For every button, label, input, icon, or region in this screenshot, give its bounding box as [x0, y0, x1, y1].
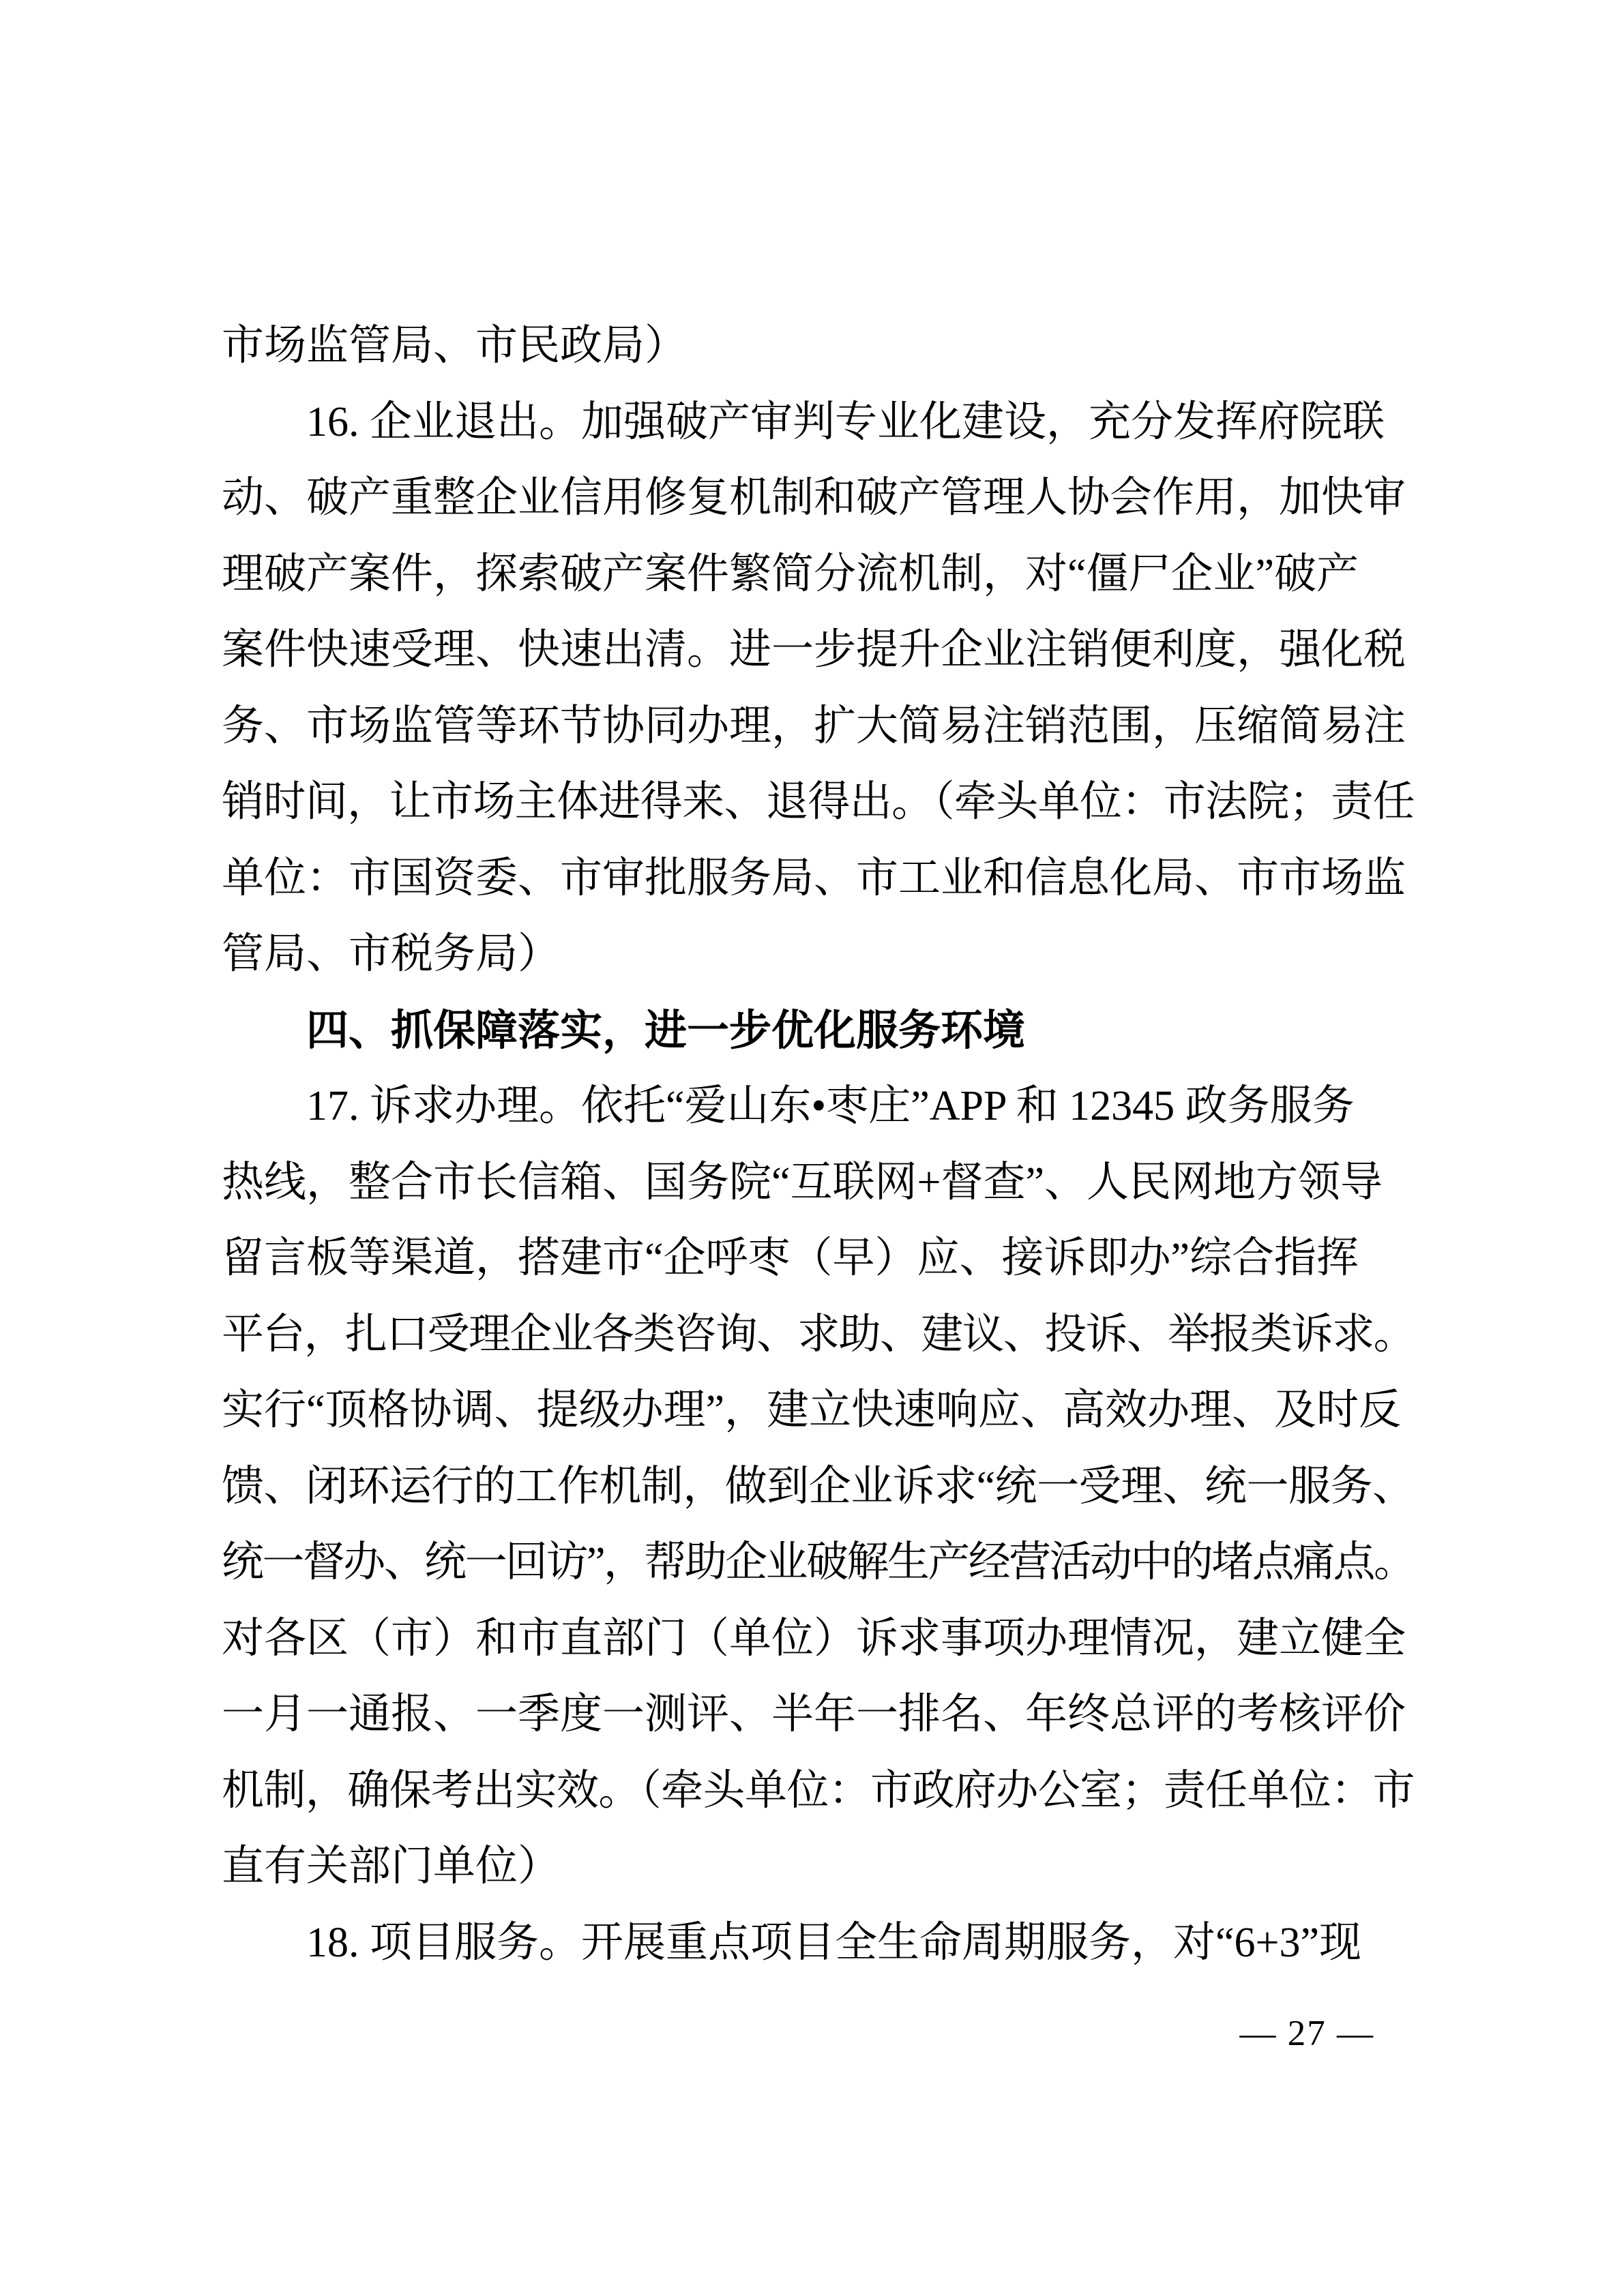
text-line: 留言板等渠道，搭建市“企呼枣（早）应、接诉即办”综合指挥: [222, 1235, 1359, 1281]
document-body: [222, 308, 1415, 1981]
text-line: 理破产案件，探索破产案件繁简分流机制，对“僵尸企业”破产: [222, 550, 1359, 597]
text-line: 单位：市国资委、市审批服务局、市工业和信息化局、市市场监: [222, 854, 1406, 901]
text-line: 案件快速受理、快速出清。进一步提升企业注销便利度，强化税: [222, 627, 1406, 673]
text-line: 馈、闭环运行的工作机制，做到企业诉求“统一受理、统一服务、: [222, 1463, 1415, 1510]
text-line: 平台，扎口受理企业各类咨询、求助、建议、投诉、举报类诉求。: [222, 1311, 1415, 1358]
page-number: — 27 —: [1239, 2014, 1374, 2053]
text-line: 统一督办、统一回访”，帮助企业破解生产经营活动中的堵点痛点。: [222, 1539, 1415, 1585]
text-line: 管局、市税务局）: [222, 931, 561, 977]
text-line: 对各区（市）和市直部门（单位）诉求事项办理情况，建立健全: [222, 1615, 1406, 1662]
text-line: 动、破产重整企业信用修复机制和破产管理人协会作用，加快审: [222, 475, 1406, 521]
text-line: 实行“顶格协调、提级办理”，建立快速响应、高效办理、及时反: [222, 1387, 1402, 1433]
text-line: 务、市场监管等环节协同办理，扩大简易注销范围，压缩简易注: [222, 702, 1406, 749]
text-line: 直有关部门单位）: [222, 1843, 561, 1890]
text-line: 市场监管局、市民政局）: [222, 323, 688, 369]
text-line: 16. 企业退出。加强破产审判专业化建设，充分发挥府院联: [306, 398, 1385, 445]
text-line: 销时间，让市场主体进得来、退得出。（牵头单位：市法院；责任: [222, 779, 1415, 825]
text-line: 18. 项目服务。开展重点项目全生命周期服务，对“6+3”现: [306, 1919, 1362, 1966]
text-line: 热线，整合市长信箱、国务院“互联网+督查”、人民网地方领导: [222, 1159, 1383, 1206]
text-line: 17. 诉求办理。依托“爱山东•枣庄”APP 和 12345 政务服务: [306, 1083, 1355, 1129]
text-line: 一月一通报、一季度一测评、半年一排名、年终总评的考核评价: [222, 1691, 1406, 1738]
section-heading: 四、抓保障落实，进一步优化服务环境: [306, 1007, 1026, 1054]
text-line: 机制，确保考出实效。（牵头单位：市政府办公室；责任单位：市: [222, 1767, 1415, 1814]
